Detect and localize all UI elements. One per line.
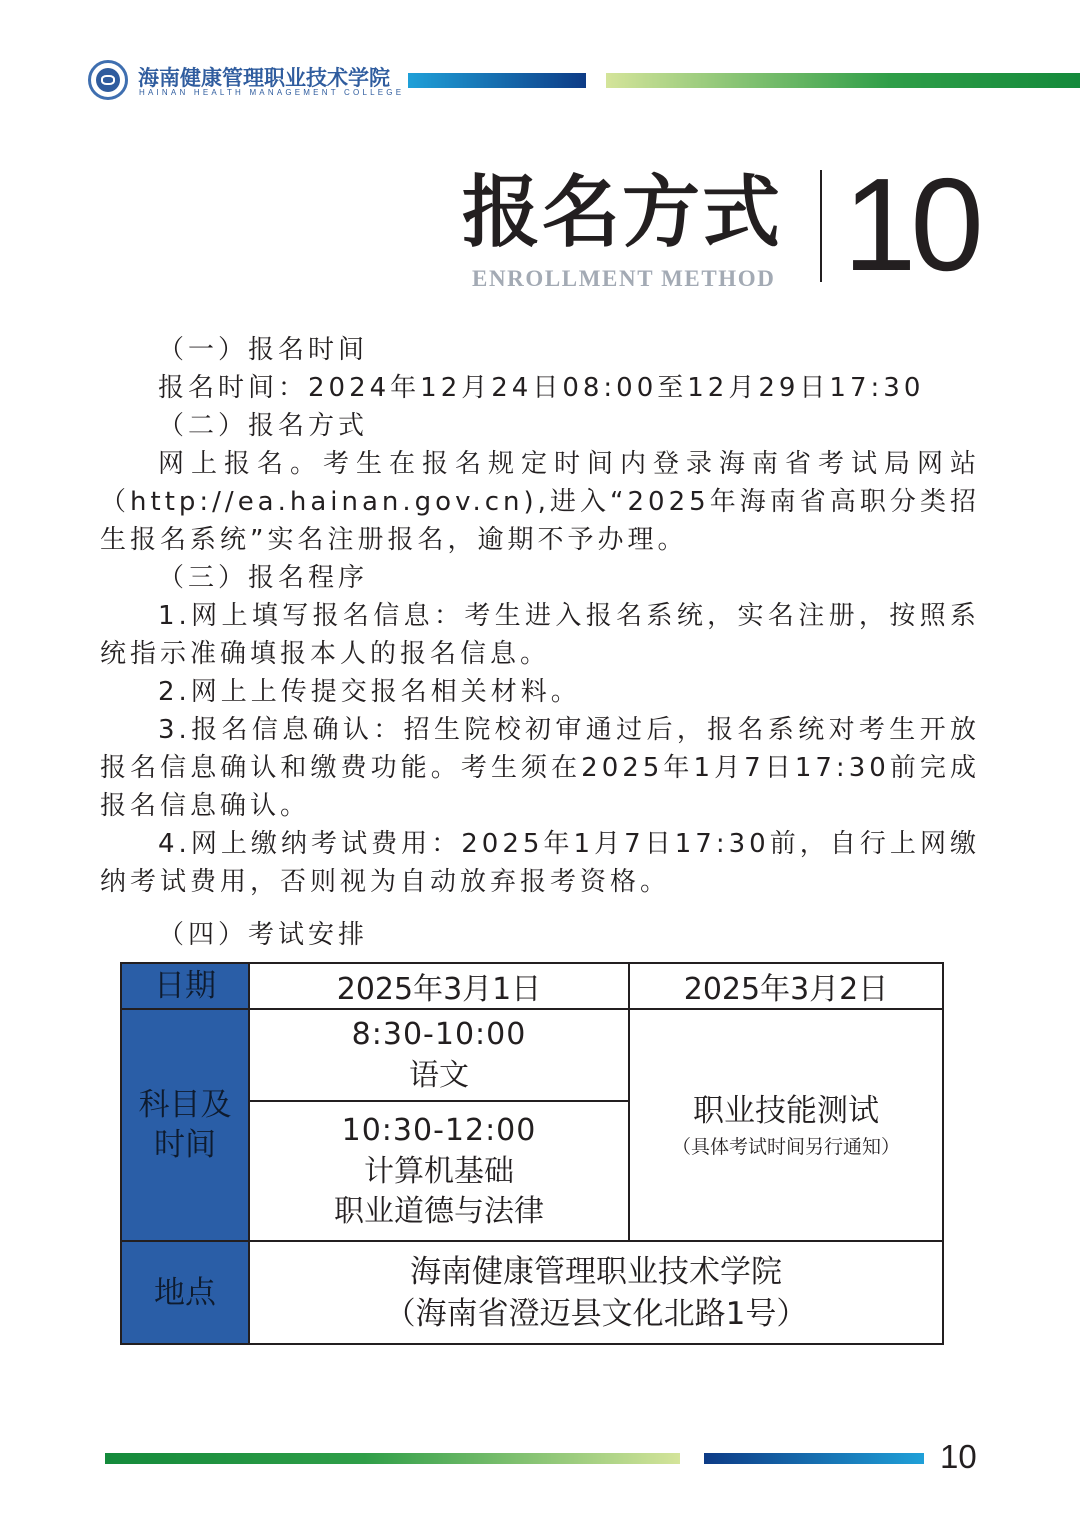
page-title: 报名方式	[462, 168, 783, 258]
paragraph: 网上报名。考生在报名规定时间内登录海南省考试局网站（http://ea.hainan.gov.cn),进入“2025年海南省高职分类招生报名系统”实名注册报名，逾期不予办理。	[100, 449, 980, 555]
school-name-cn: 海南健康管理职业技术学院	[138, 65, 390, 90]
emblem-inner-mark	[101, 75, 115, 85]
slot-subject: 语文	[409, 1058, 469, 1093]
table-row	[121, 1009, 943, 1101]
location-cell	[249, 1241, 943, 1344]
slot1-cell	[249, 1009, 629, 1101]
location-header-cell: 地点	[121, 1241, 249, 1344]
day2-subject: 职业技能测试	[693, 1093, 879, 1129]
day1-cell: 2025年3月1日	[249, 963, 629, 1009]
day2-subject-cell	[629, 1009, 943, 1241]
exam-schedule-table	[120, 962, 944, 1345]
list-item: 1.网上填写报名信息：考生进入报名系统，实名注册，按照系统指示准确填报本人的报名信息。	[100, 601, 980, 669]
subject-header-line: 科目及	[138, 1087, 232, 1123]
subject-header-cell	[121, 1009, 249, 1241]
section-heading: （二）报名方式	[158, 411, 369, 441]
header-green-bar	[606, 73, 1080, 88]
list-item: 3.报名信息确认：招生院校初审通过后，报名系统对考生开放报名信息确认和缴费功能。考生须在2025年1月7日17:30前完成报名信息确认。	[100, 715, 980, 821]
body-text	[100, 331, 980, 954]
section-heading: （四）考试安排	[158, 920, 369, 950]
slot-subject: 职业道德与法律	[334, 1194, 544, 1229]
section-number: 10	[843, 151, 978, 298]
school-name-en: HAINAN HEALTH MANAGEMENT COLLEGE	[139, 88, 405, 97]
slot-time: 10:30-12:00	[341, 1113, 537, 1148]
day2-note: （具体考试时间另行通知）	[671, 1136, 900, 1158]
paragraph: 报名时间：2024年12月24日08:00至12月29日17:30	[158, 373, 925, 403]
date-header-cell: 日期	[121, 963, 249, 1009]
table-row	[121, 1241, 943, 1344]
location-line: （海南省澄迈县文化北路1号）	[384, 1295, 808, 1332]
slot2-cell	[249, 1101, 629, 1241]
page-subtitle: ENROLLMENT METHOD	[472, 266, 776, 291]
college-emblem-icon	[88, 60, 128, 100]
list-item: 4.网上缴纳考试费用：2025年1月7日17:30前，自行上网缴纳考试费用，否则视为自动放弃报考资格。	[100, 829, 980, 897]
footer-blue-bar	[704, 1453, 924, 1464]
location-line: 海南健康管理职业技术学院	[410, 1253, 782, 1290]
day2-cell: 2025年3月2日	[629, 963, 943, 1009]
section-heading: （三）报名程序	[158, 563, 369, 593]
footer-green-bar	[105, 1453, 680, 1464]
list-item: 2.网上上传提交报名相关材料。	[158, 677, 581, 707]
slot-time: 8:30-10:00	[351, 1017, 527, 1052]
page-number: 10	[940, 1438, 977, 1475]
table-row	[121, 963, 943, 1009]
section-heading: （一）报名时间	[158, 335, 369, 365]
header-blue-bar	[408, 73, 586, 88]
subject-header-line: 时间	[154, 1127, 216, 1163]
slot-subject: 计算机基础	[364, 1154, 514, 1189]
title-divider	[820, 170, 822, 282]
